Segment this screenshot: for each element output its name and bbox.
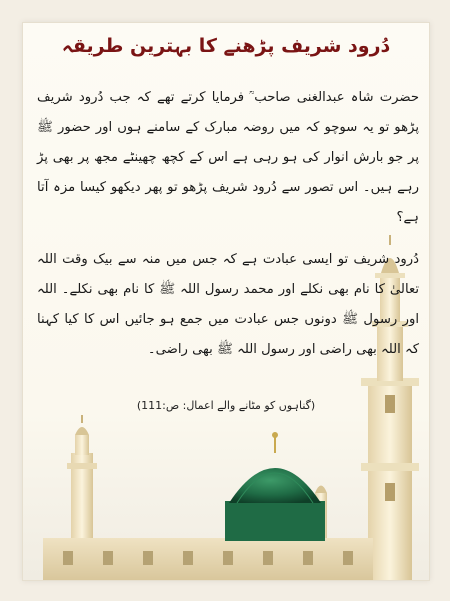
mosque-wall bbox=[43, 538, 373, 580]
paragraph-two: دُرود شریف تو ایسی عبادت ہے کہ جس میں منہ سے بیک وقت اللہ تعالیٰ کا نام بھی نکلے اور محمد رسول اللہ ﷺ کا نام بھی نکلے۔ اللہ اور رسول ﷺ دونوں جس عبادت میں جمع ہو جائیں اس کا کیا کہنا کہ اللہ بھی راضی اور رسول اللہ ﷺ بھی راضی۔ bbox=[37, 252, 419, 357]
post-card bbox=[22, 22, 430, 581]
paragraph-one: حضرت شاہ عبدالغنی صاحب ؒ فرمایا کرتے تھے کہ جب دُرود شریف پڑھو تو یہ سوچو کہ میں روضہ مبارک کے سامنے ہوں اور حضور ﷺ پر جو بارش انوار کی ہو رہی ہے اس کے کچھ چھینٹے مجھ پر بھی پڑ رہے ہیں۔ اس تصور سے دُرود شریف پڑھو تو پھر دیکھو کیسا مزہ آتا ہے؟ bbox=[37, 90, 419, 225]
post-title: دُرود شریف پڑھنے کا بہترین طریقہ bbox=[61, 35, 391, 57]
reference-note: (گناہوں کو مٹانے والے اعمال: ص:111) bbox=[136, 399, 316, 412]
green-dome bbox=[225, 432, 325, 541]
